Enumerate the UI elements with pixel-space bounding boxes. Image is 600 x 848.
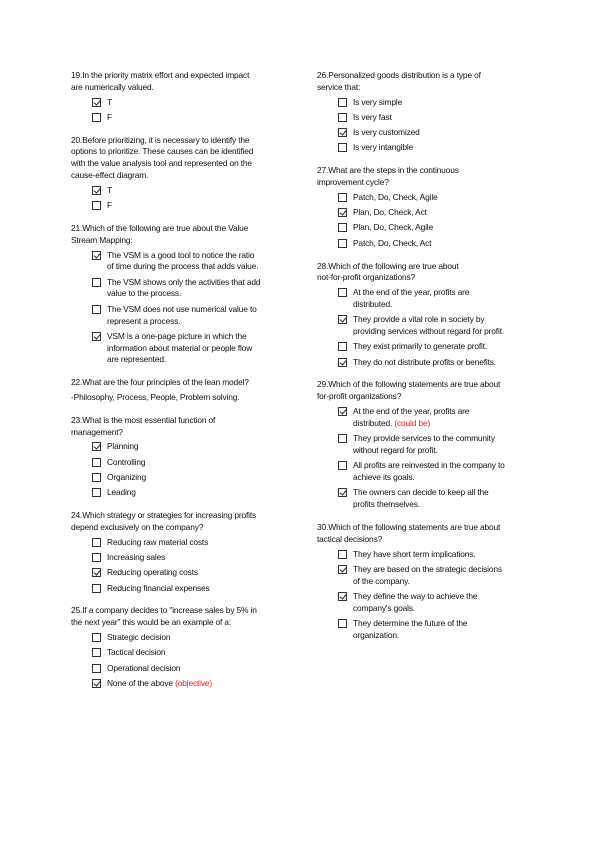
option-item (317, 287, 532, 311)
checked-checkbox-icon[interactable] (92, 186, 101, 195)
option-list (71, 441, 286, 499)
checkbox-icon[interactable] (338, 223, 347, 232)
question (317, 261, 532, 369)
checked-checkbox-icon[interactable] (92, 568, 101, 577)
option-label: They determine the future of the organization. (353, 617, 468, 640)
option-item (317, 207, 532, 219)
question (71, 70, 286, 124)
option-label: Patch, Do, Check, Agile (353, 191, 438, 202)
option-list (317, 406, 532, 511)
option-item (71, 583, 286, 595)
option-list (71, 97, 286, 124)
option-label: Strategic decision (107, 631, 171, 642)
right-column (317, 70, 532, 653)
checked-checkbox-icon[interactable] (92, 332, 101, 341)
question (71, 510, 286, 594)
option-label: All profits are reinvested in the company to achieve its goals. (353, 460, 505, 483)
checkbox-icon[interactable] (92, 473, 101, 482)
checked-checkbox-icon[interactable] (92, 679, 101, 688)
option-label: Plan, Do, Check, Act (353, 207, 427, 218)
option-label: Reducing operating costs (107, 567, 198, 578)
option-list (71, 632, 286, 690)
checkbox-icon[interactable] (92, 648, 101, 657)
checkbox-icon[interactable] (338, 434, 347, 443)
question-text: 25.If a company decides to "increase sales by 5% in the next year" this would be an example of a: (71, 605, 257, 628)
option-item (317, 314, 532, 338)
option-label: Controlling (107, 456, 146, 467)
option-item (71, 647, 286, 659)
checkbox-icon[interactable] (338, 619, 347, 628)
option-label: T (107, 184, 112, 195)
option-list (71, 537, 286, 595)
option-item (71, 537, 286, 549)
checkbox-icon[interactable] (92, 538, 101, 547)
checkbox-icon[interactable] (338, 98, 347, 107)
option-item (71, 277, 286, 301)
checked-checkbox-icon[interactable] (338, 128, 347, 137)
option-label: The VSM does not use numerical value to represent a process. (107, 303, 257, 326)
checkbox-icon[interactable] (92, 305, 101, 314)
option-label: Tactical decision (107, 647, 166, 658)
question-text: 22.What are the four principles of the lean model? (71, 377, 249, 388)
checked-checkbox-icon[interactable] (92, 442, 101, 451)
question-text: 29.Which of the following statements are true about for-profit organizations? (317, 379, 501, 402)
option-item (317, 618, 532, 642)
option-list (317, 97, 532, 155)
option-label: Reducing financial expenses (107, 582, 210, 593)
option-list (317, 192, 532, 250)
option-label: Is very simple (353, 96, 403, 107)
option-label: Plan, Do, Check, Agile (353, 222, 434, 233)
option-label: Is very intangible (353, 142, 414, 153)
option-item (71, 487, 286, 499)
option-label: Leading (107, 487, 136, 498)
annotation-note: (objective) (175, 677, 213, 688)
option-item (317, 433, 532, 457)
option-item (71, 185, 286, 197)
option-item (317, 487, 532, 511)
question-text: 21.Which of the following are true about the Value Stream Mapping: (71, 222, 249, 245)
option-item (317, 357, 532, 369)
checkbox-icon[interactable] (338, 143, 347, 152)
checked-checkbox-icon[interactable] (338, 358, 347, 367)
option-label: Reducing raw material costs (107, 536, 209, 547)
option-label: The VSM shows only the activities that add value to the process. (107, 276, 261, 299)
option-label: T (107, 96, 112, 107)
option-label: F (107, 200, 112, 211)
option-label: Organizing (107, 472, 147, 483)
checked-checkbox-icon[interactable] (338, 407, 347, 416)
option-item (71, 632, 286, 644)
question (71, 223, 286, 366)
option-list (71, 250, 286, 367)
option-item (317, 406, 532, 430)
question (71, 415, 286, 499)
option-item (317, 238, 532, 250)
checked-checkbox-icon[interactable] (338, 208, 347, 217)
checked-checkbox-icon[interactable] (338, 565, 347, 574)
checkbox-icon[interactable] (338, 550, 347, 559)
question-text: 26.Personalized goods distribution is a type of service that: (317, 70, 481, 92)
checkbox-icon[interactable] (92, 201, 101, 210)
option-item (71, 567, 286, 579)
option-item (71, 678, 286, 690)
checkbox-icon[interactable] (92, 458, 101, 467)
option-item (317, 341, 532, 353)
option-item (71, 250, 286, 274)
checked-checkbox-icon[interactable] (338, 315, 347, 324)
option-item (71, 472, 286, 484)
option-item (71, 441, 286, 453)
question-text: 30.Which of the following statements are true about tactical decisions? (317, 521, 501, 544)
option-label: They provide a vital role in society by providing services without regard for profit. (353, 314, 505, 337)
checkbox-icon[interactable] (92, 584, 101, 593)
option-item (71, 200, 286, 212)
checkbox-icon[interactable] (338, 193, 347, 202)
option-item (71, 663, 286, 675)
option-label: At the end of the year, profits are distributed. (353, 287, 470, 309)
checkbox-icon[interactable] (338, 288, 347, 297)
option-item (317, 112, 532, 124)
answer-text: -Philosophy, Process, People, Problem solving. (71, 392, 240, 403)
question-text: 28.Which of the following are true about not-for-profit organizations? (317, 260, 459, 283)
option-item (317, 142, 532, 154)
option-item (71, 331, 286, 366)
option-item (317, 564, 532, 588)
option-item (71, 112, 286, 124)
option-item (317, 127, 532, 139)
question (317, 165, 532, 249)
option-label: Patch, Do, Check, Act (353, 237, 432, 248)
option-label: Is very customized (353, 127, 420, 138)
checkbox-icon[interactable] (338, 342, 347, 351)
question (317, 522, 532, 642)
question (317, 379, 532, 510)
option-item (71, 552, 286, 564)
checkbox-icon[interactable] (338, 461, 347, 470)
option-item (317, 192, 532, 204)
option-label: They do not distribute profits or benefits. (353, 356, 496, 367)
question-text: 20.Before prioritizing, it is necessary to identify the options to prioritize. These causes can be identified with the value analysis tool and represented on the cause-effect diagram. (71, 134, 254, 181)
option-label: Increasing sales (107, 552, 166, 562)
option-label: Operational decision (107, 662, 181, 673)
option-item (317, 549, 532, 561)
option-label: They provide services to the community without regard for profit. (353, 433, 495, 455)
option-label: Planning (107, 441, 139, 452)
option-list (317, 287, 532, 368)
question (71, 377, 286, 404)
checkbox-icon[interactable] (92, 553, 101, 562)
option-label: F (107, 111, 112, 122)
option-label: They define the way to achieve the company's goals. (353, 590, 478, 613)
option-label: They are based on the strategic decisions of the company. (353, 563, 502, 586)
question-text: 24.Which strategy or strategies for increasing profits depend exclusively on the company? (71, 510, 257, 532)
option-label: None of the above (107, 677, 173, 688)
option-label: The owners can decide to keep all the profits themselves. (353, 487, 489, 510)
question (71, 605, 286, 689)
option-label: They have short term implications. (353, 548, 476, 559)
checked-checkbox-icon[interactable] (92, 98, 101, 107)
question (71, 135, 286, 212)
question-text: 23.What is the most essential function of management? (71, 414, 216, 437)
checkbox-icon[interactable] (92, 664, 101, 673)
option-item (71, 97, 286, 109)
question-text: 19.In the priority matrix effort and expected impact are numerically valued. (71, 70, 250, 92)
option-item (317, 97, 532, 109)
question (317, 70, 532, 154)
option-item (317, 460, 532, 484)
annotation-note: (could be) (394, 417, 431, 428)
option-label: The VSM is a good tool to notice the ratio of time during the process that adds value. (107, 249, 259, 272)
option-label: Is very fast (353, 111, 392, 122)
checkbox-icon[interactable] (92, 488, 101, 497)
checked-checkbox-icon[interactable] (92, 251, 101, 260)
left-column (71, 70, 286, 701)
option-item (317, 591, 532, 615)
checkbox-icon[interactable] (338, 113, 347, 122)
question-text: 27.What are the steps in the continuous improvement cycle? (317, 165, 459, 188)
checked-checkbox-icon[interactable] (338, 488, 347, 497)
option-list (71, 185, 286, 212)
checkbox-icon[interactable] (92, 633, 101, 642)
option-item (317, 222, 532, 234)
option-label: They exist primarily to generate profit. (353, 341, 488, 352)
option-list (317, 549, 532, 642)
option-item (71, 457, 286, 469)
checked-checkbox-icon[interactable] (338, 592, 347, 601)
option-label: At the end of the year, profits are distributed. (353, 406, 470, 428)
checkbox-icon[interactable] (338, 239, 347, 248)
option-item (71, 304, 286, 328)
option-label: VSM is a one-page picture in which the information about material or people flow are represented. (107, 330, 253, 365)
checkbox-icon[interactable] (92, 113, 101, 122)
checkbox-icon[interactable] (92, 278, 101, 287)
